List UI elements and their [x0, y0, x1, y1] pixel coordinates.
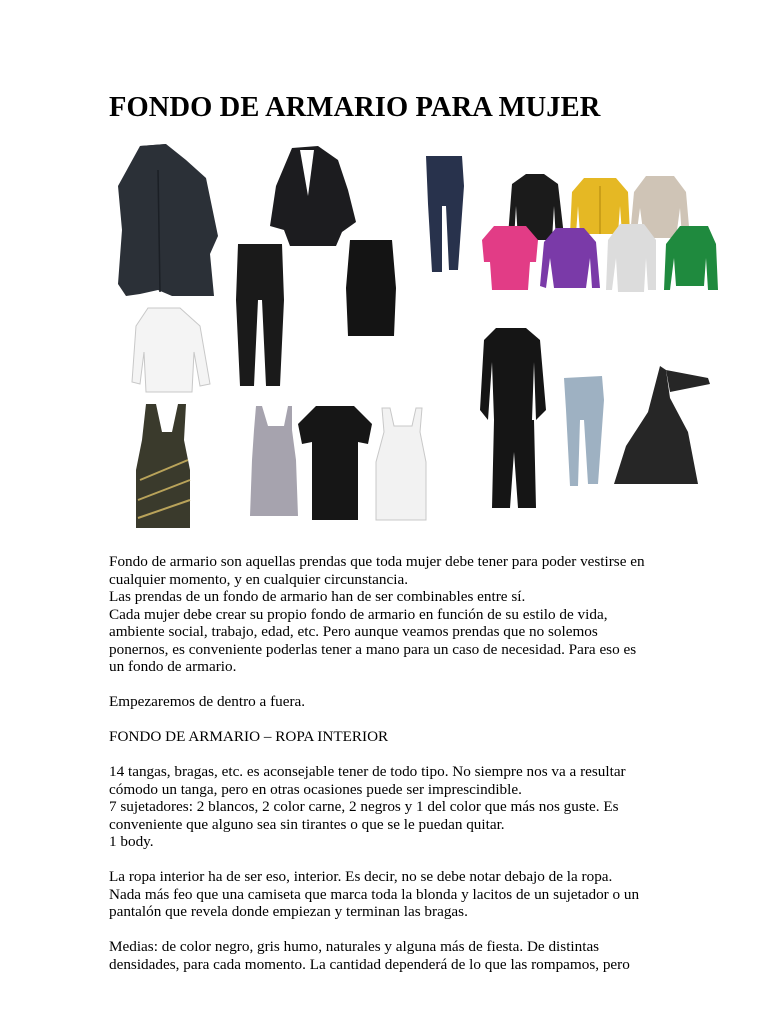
skinny-jeans-image — [426, 156, 464, 272]
text-line: 7 sujetadores: 2 blancos, 2 color carne, 2 negros y 1 del color que más nos guste. Es — [109, 798, 619, 815]
white-shirt-image — [132, 308, 210, 392]
paragraph — [109, 693, 669, 711]
text-line: ponernos, es conveniente poderlas tener a mano para un caso de necesidad. Para eso es — [109, 640, 637, 658]
paragraph — [109, 763, 669, 851]
grey-sweater-image — [606, 224, 656, 292]
pink-top-image — [482, 226, 538, 290]
light-jeans-image — [564, 376, 604, 486]
text-line: ambiente social, trabajo, edad, etc. Pero aunque veamos prendas que no solemos — [109, 623, 598, 640]
text-line: Cada mujer debe crear su propio fondo de armario en función de su estilo de vida, — [109, 605, 608, 623]
text-line: Empezaremos de dentro a fuera. — [109, 693, 306, 710]
paragraph — [109, 868, 669, 921]
text-line: 14 tangas, bragas, etc. es aconsejable tener de todo tipo. No siempre nos va a resultar — [109, 763, 626, 780]
text-line: Fondo de armario son aquellas prendas que toda mujer debe tener para poder vestirse en — [109, 553, 645, 570]
text-line: cualquier momento, y en cualquier circunstancia. — [109, 570, 408, 588]
white-tank-image — [376, 408, 426, 520]
wardrobe-collage-image — [105, 140, 725, 535]
paragraph — [109, 938, 669, 973]
paragraph — [109, 728, 669, 746]
text-line: conveniente que alguno sea sin tirantes o que se le puedan quitar. — [109, 815, 505, 833]
text-line: La ropa interior ha de ser eso, interior. Es decir, no se debe notar debajo de la ropa. — [109, 868, 613, 885]
dress-pants-image — [236, 244, 284, 386]
coat-image — [118, 144, 218, 296]
text-line: un fondo de armario. — [109, 658, 237, 675]
text-line: Las prendas de un fondo de armario han de ser combinables entre sí. — [109, 588, 526, 605]
black-tshirt-image — [298, 406, 372, 520]
purple-cardigan-image — [540, 228, 600, 288]
sequin-tank-image — [136, 404, 190, 528]
text-line: Medias: de color negro, gris humo, naturales y alguna más de fiesta. De distintas — [109, 938, 600, 955]
text-line: cómodo un tanga, pero en otras ocasiones puede ser imprescindible. — [109, 780, 522, 798]
text-line: FONDO DE ARMARIO – ROPA INTERIOR — [109, 728, 389, 745]
text-line: pantalón que revela donde empiezan y terminan las bragas. — [109, 903, 468, 920]
black-dress-image — [614, 366, 710, 484]
text-line: Nada más feo que una camiseta que marca toda la blonda y lacitos de un sujetador o un — [109, 885, 640, 903]
blazer-image — [270, 146, 356, 246]
text-line: densidades, para cada momento. La cantidad dependerá de lo que las rompamos, pero — [109, 955, 630, 973]
suit-image — [480, 328, 546, 508]
grey-tank-image — [250, 406, 298, 516]
pencil-skirt-image — [346, 240, 396, 336]
paragraph — [109, 553, 669, 676]
document-title: FONDO DE ARMARIO PARA MUJER — [109, 92, 601, 123]
text-line: 1 body. — [109, 833, 154, 850]
body-text — [109, 553, 669, 991]
